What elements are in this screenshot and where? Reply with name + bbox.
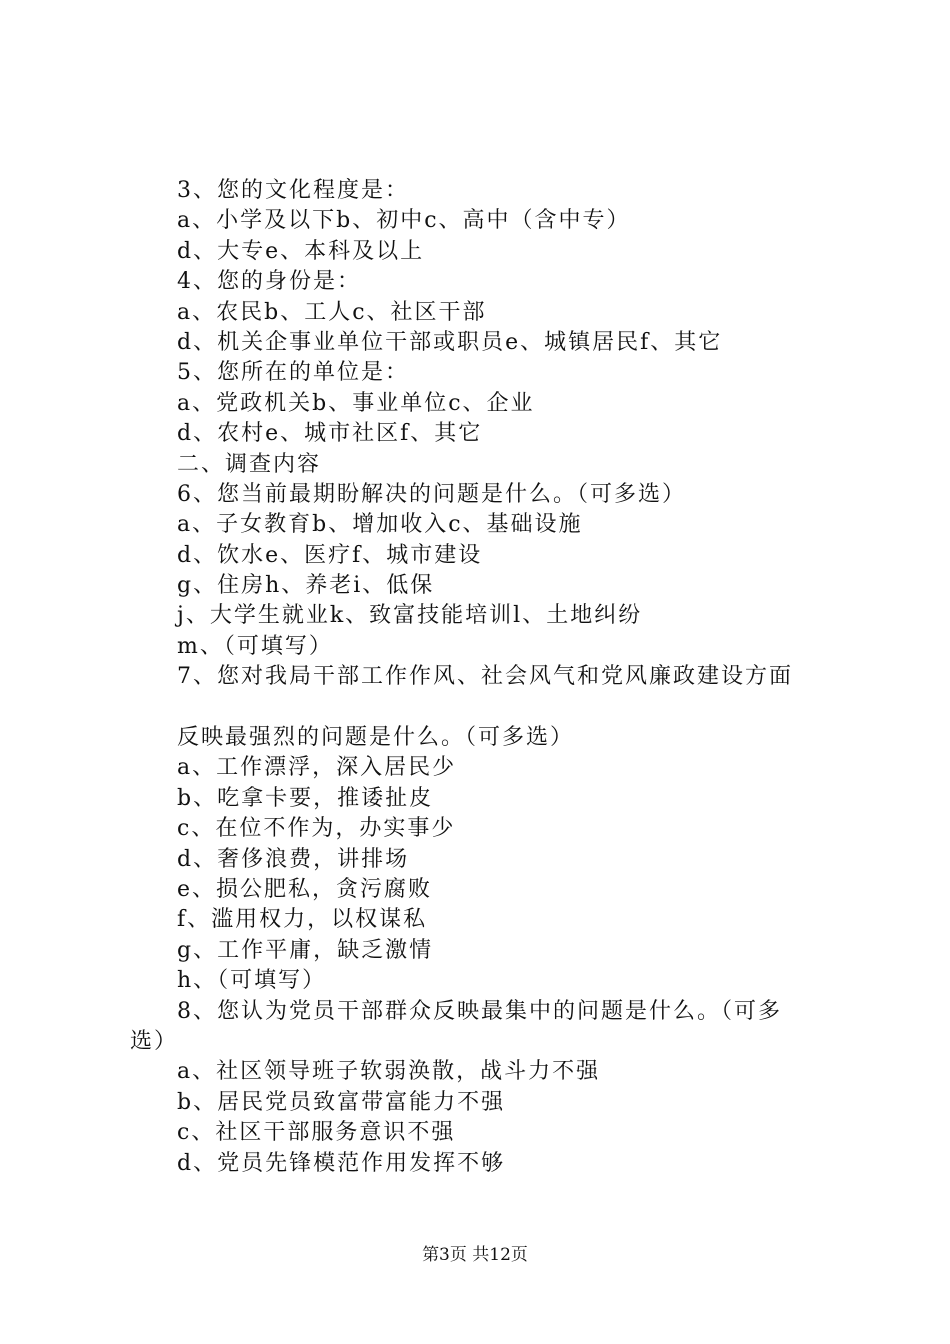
q5-options-line-1: a、党政机关b、事业单位c、企业 — [177, 390, 535, 416]
q6-options-line-2: d、饮水e、医疗f、城市建设 — [177, 542, 483, 568]
q7-option-a: a、工作漂浮，深入居民少 — [177, 755, 457, 781]
q4-options-line-2: d、机关企事业单位干部或职员e、城镇居民f、其它 — [177, 329, 723, 355]
section-heading-survey-content: 二、调查内容 — [177, 451, 322, 477]
q7-heading-continued: 反映最强烈的问题是什么。（可多选） — [177, 725, 575, 751]
q7-option-e: e、损公肥私，贪污腐败 — [177, 876, 433, 902]
q7-option-c: c、在位不作为，办实事少 — [177, 816, 456, 842]
blank-line — [130, 693, 835, 723]
q6-options-line-4: j、大学生就业k、致富技能培训l、土地纠纷 — [177, 603, 643, 629]
q3-options-line-1: a、小学及以下b、初中c、高中（含中专） — [177, 208, 631, 234]
q7-option-f: f、滥用权力，以权谋私 — [177, 907, 428, 933]
q7-option-g: g、工作平庸，缺乏激情 — [177, 937, 434, 963]
q6-options-line-5: m、（可填写） — [177, 633, 333, 659]
q8-option-b: b、居民党员致富带富能力不强 — [177, 1089, 506, 1115]
q5-options-line-2: d、农村e、城市社区f、其它 — [177, 421, 483, 447]
q8-heading: 8、您认为党员干部群众反映最集中的问题是什么。（可多 — [177, 998, 782, 1024]
q4-options-line-1: a、农民b、工人c、社区干部 — [177, 299, 487, 325]
q5-heading: 5、您所在的单位是： — [177, 360, 409, 386]
q7-option-h: h、（可填写） — [177, 968, 327, 994]
q8-heading-wrapped: 选） — [130, 1028, 179, 1054]
q7-heading: 7、您对我局干部工作作风、社会风气和党风廉政建设方面 — [177, 664, 793, 690]
document-body — [130, 176, 835, 1179]
q7-option-b: b、吃拿卡要，推诿扯皮 — [177, 785, 434, 811]
q6-options-line-3: g、住房h、养老i、低保 — [177, 573, 435, 599]
q8-option-a: a、社区领导班子软弱涣散，战斗力不强 — [177, 1059, 601, 1085]
q6-heading: 6、您当前最期盼解决的问题是什么。（可多选） — [177, 481, 686, 507]
page-footer: 第3页 共12页 — [422, 1245, 528, 1265]
q3-options-line-2: d、大专e、本科及以上 — [177, 238, 425, 264]
q8-option-d: d、党员先锋模范作用发挥不够 — [177, 1150, 506, 1176]
q8-option-c: c、社区干部服务意识不强 — [177, 1120, 456, 1146]
q7-option-d: d、奢侈浪费，讲排场 — [177, 846, 410, 872]
q4-heading: 4、您的身份是： — [177, 269, 361, 295]
q6-options-line-1: a、子女教育b、增加收入c、基础设施 — [177, 512, 583, 538]
q3-heading: 3、您的文化程度是： — [177, 178, 409, 203]
